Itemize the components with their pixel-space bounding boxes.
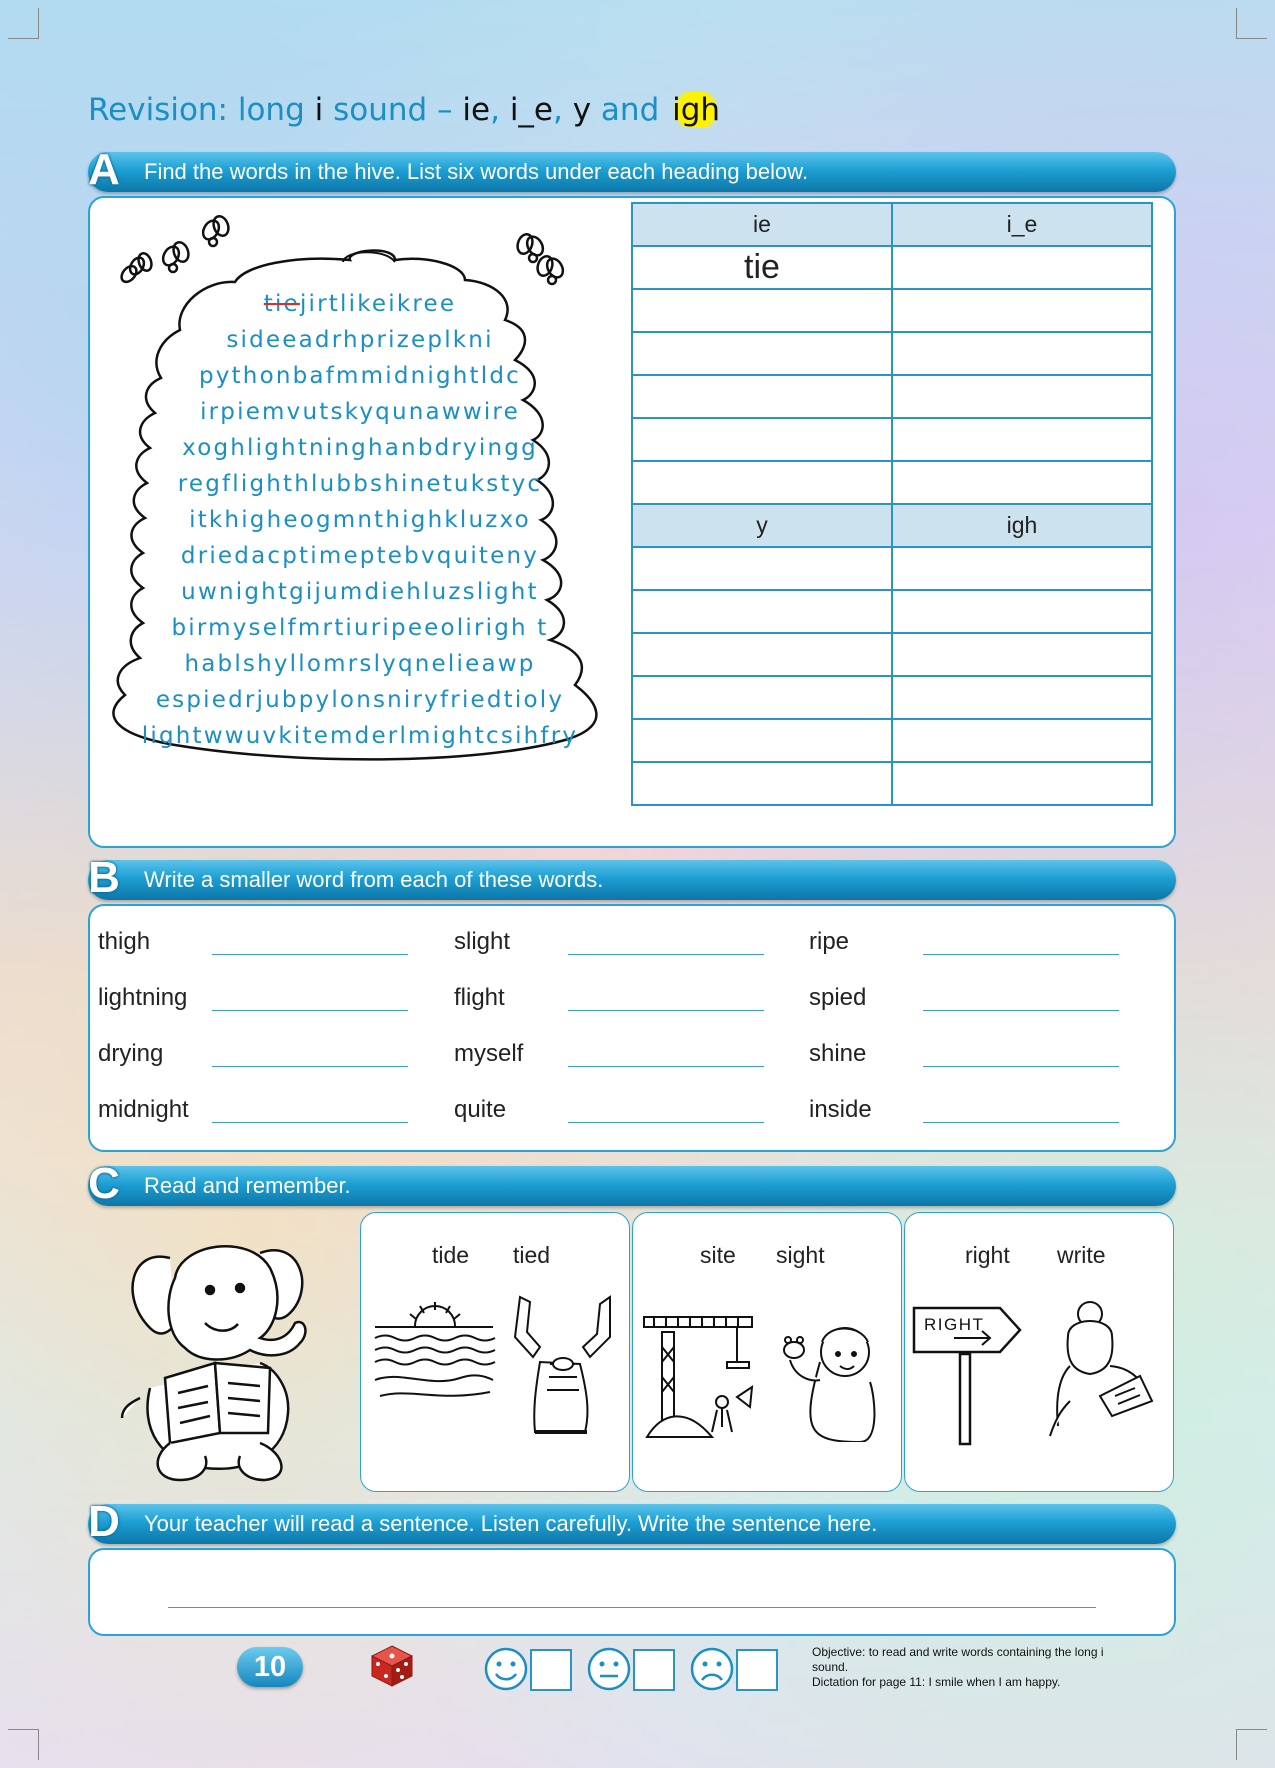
answer-line[interactable] <box>568 1122 764 1123</box>
answer-line[interactable] <box>923 954 1119 955</box>
table-cell[interactable] <box>632 461 892 504</box>
crop-mark <box>8 8 39 39</box>
table-heading-y: y <box>632 504 892 547</box>
word-search-row: lightwwuvkitemderlmightcsihfry <box>141 723 579 749</box>
happy-tick-box[interactable] <box>530 1649 572 1691</box>
homophone-word: sight <box>776 1242 825 1268</box>
table-cell[interactable] <box>892 461 1152 504</box>
section-d-header: D Your teacher will read a sentence. Listen carefully. Write the sentence here. <box>88 1504 1176 1544</box>
word-search-row: xoghlightninghanbdryingg <box>182 435 538 461</box>
neutral-face-icon <box>587 1647 631 1691</box>
section-a-header: A Find the words in the hive. List six words under each heading below. <box>88 152 1176 192</box>
homophone-word: tied <box>513 1242 551 1268</box>
table-cell[interactable] <box>632 418 892 461</box>
tide-picture <box>370 1300 498 1410</box>
word-search-grid <box>100 286 620 754</box>
objective-note: Objective: to read and write words containing the long i sound. Dictation for page 11: I smile when I am happy. <box>812 1645 1104 1689</box>
word-item: drying <box>98 1040 164 1067</box>
table-cell[interactable] <box>632 547 892 590</box>
homophone-word: tide <box>432 1242 470 1268</box>
table-cell[interactable] <box>632 719 892 762</box>
table-cell[interactable] <box>892 418 1152 461</box>
table-cell[interactable] <box>892 289 1152 332</box>
crop-mark <box>1236 8 1267 39</box>
answer-line[interactable] <box>923 1010 1119 1011</box>
word-search-row: birmyselfmrtiuripeeolirigh t <box>171 615 549 641</box>
word-search-row: pythonbafmmidnightldc <box>198 363 522 389</box>
answer-line[interactable] <box>568 1066 764 1067</box>
section-c-header: C Read and remember. <box>88 1166 1176 1206</box>
tied-laces-picture <box>505 1292 625 1442</box>
table-heading-ie: ie <box>632 203 892 246</box>
word-item: shine <box>809 1040 867 1067</box>
word-item: myself <box>454 1040 524 1067</box>
happy-face-icon <box>484 1647 528 1691</box>
answer-line[interactable] <box>923 1122 1119 1123</box>
table-cell[interactable] <box>632 762 892 805</box>
table-cell[interactable] <box>892 246 1152 289</box>
word-item: ripe <box>809 928 850 955</box>
table-cell[interactable] <box>892 332 1152 375</box>
table-heading-igh: igh <box>892 504 1152 547</box>
crop-mark <box>8 1729 39 1760</box>
word-search-row: uwnightgijumdiehluzslight <box>181 579 539 605</box>
section-b-header: B Write a smaller word from each of these words. <box>88 860 1176 900</box>
boy-sight-picture <box>770 1302 895 1442</box>
word-search-row: regflighthlubbshinetukstyc <box>177 471 543 497</box>
table-cell[interactable] <box>632 375 892 418</box>
word-search-row: tiejirtlikeikree <box>263 291 457 317</box>
page-title: Revision: long i sound – ie, i_e, y and igh <box>88 92 723 128</box>
word-search-row: irpiemvutskyqunawwire <box>200 399 520 425</box>
word-search-row: hablshyllomrslyqnelieawp <box>184 651 536 677</box>
table-heading-i-e: i_e <box>892 203 1152 246</box>
homophone-word: right <box>965 1242 1010 1268</box>
answer-line[interactable] <box>923 1066 1119 1067</box>
table-cell[interactable] <box>632 590 892 633</box>
table-cell[interactable] <box>892 676 1152 719</box>
word-sort-table <box>631 202 1153 806</box>
answer-line[interactable] <box>568 1010 764 1011</box>
table-cell[interactable] <box>892 762 1152 805</box>
table-cell[interactable] <box>632 676 892 719</box>
right-sign-text: RIGHT <box>924 1315 985 1334</box>
section-d-box <box>88 1548 1176 1636</box>
word-search-row: sideeadrhprizeplkni <box>226 327 494 353</box>
table-cell[interactable] <box>892 375 1152 418</box>
homophone-word: site <box>700 1242 736 1268</box>
word-search-row: itkhigheogmnthighkluzxo <box>189 507 531 533</box>
answer-line[interactable] <box>212 954 408 955</box>
word-item: midnight <box>98 1096 189 1123</box>
answer-line[interactable] <box>212 1010 408 1011</box>
word-search-row: driedacptimeptebvquiteny <box>180 543 540 569</box>
table-cell[interactable] <box>632 289 892 332</box>
table-cell[interactable] <box>892 719 1152 762</box>
table-cell-example[interactable]: tie <box>632 246 892 289</box>
homophone-word: write <box>1057 1242 1106 1268</box>
word-item: slight <box>454 928 511 955</box>
word-item: thigh <box>98 928 151 955</box>
crop-mark <box>1236 1729 1267 1760</box>
dice-icon <box>368 1644 416 1688</box>
table-cell[interactable] <box>892 547 1152 590</box>
word-item: spied <box>809 984 867 1011</box>
answer-line[interactable] <box>212 1122 408 1123</box>
table-cell[interactable] <box>632 633 892 676</box>
word-item: inside <box>809 1096 872 1123</box>
word-item: quite <box>454 1096 507 1123</box>
section-b-box <box>88 904 1176 1152</box>
word-item: lightning <box>98 984 188 1011</box>
word-item: flight <box>454 984 505 1011</box>
girl-writing-picture <box>1040 1296 1168 1446</box>
word-search-row: espiedrjubpylonsniryfriedtioly <box>155 687 565 713</box>
elephant-reading-illustration <box>110 1218 320 1484</box>
sad-face-icon <box>690 1647 734 1691</box>
right-sign-picture <box>910 1298 1028 1448</box>
table-cell[interactable] <box>892 590 1152 633</box>
building-site-picture <box>642 1302 762 1442</box>
dictation-answer-line[interactable] <box>168 1607 1096 1608</box>
table-cell[interactable] <box>632 332 892 375</box>
answer-line[interactable] <box>568 954 764 955</box>
sad-tick-box[interactable] <box>736 1649 778 1691</box>
page-number: 10 <box>237 1647 303 1687</box>
neutral-tick-box[interactable] <box>633 1649 675 1691</box>
answer-line[interactable] <box>212 1066 408 1067</box>
table-cell[interactable] <box>892 633 1152 676</box>
